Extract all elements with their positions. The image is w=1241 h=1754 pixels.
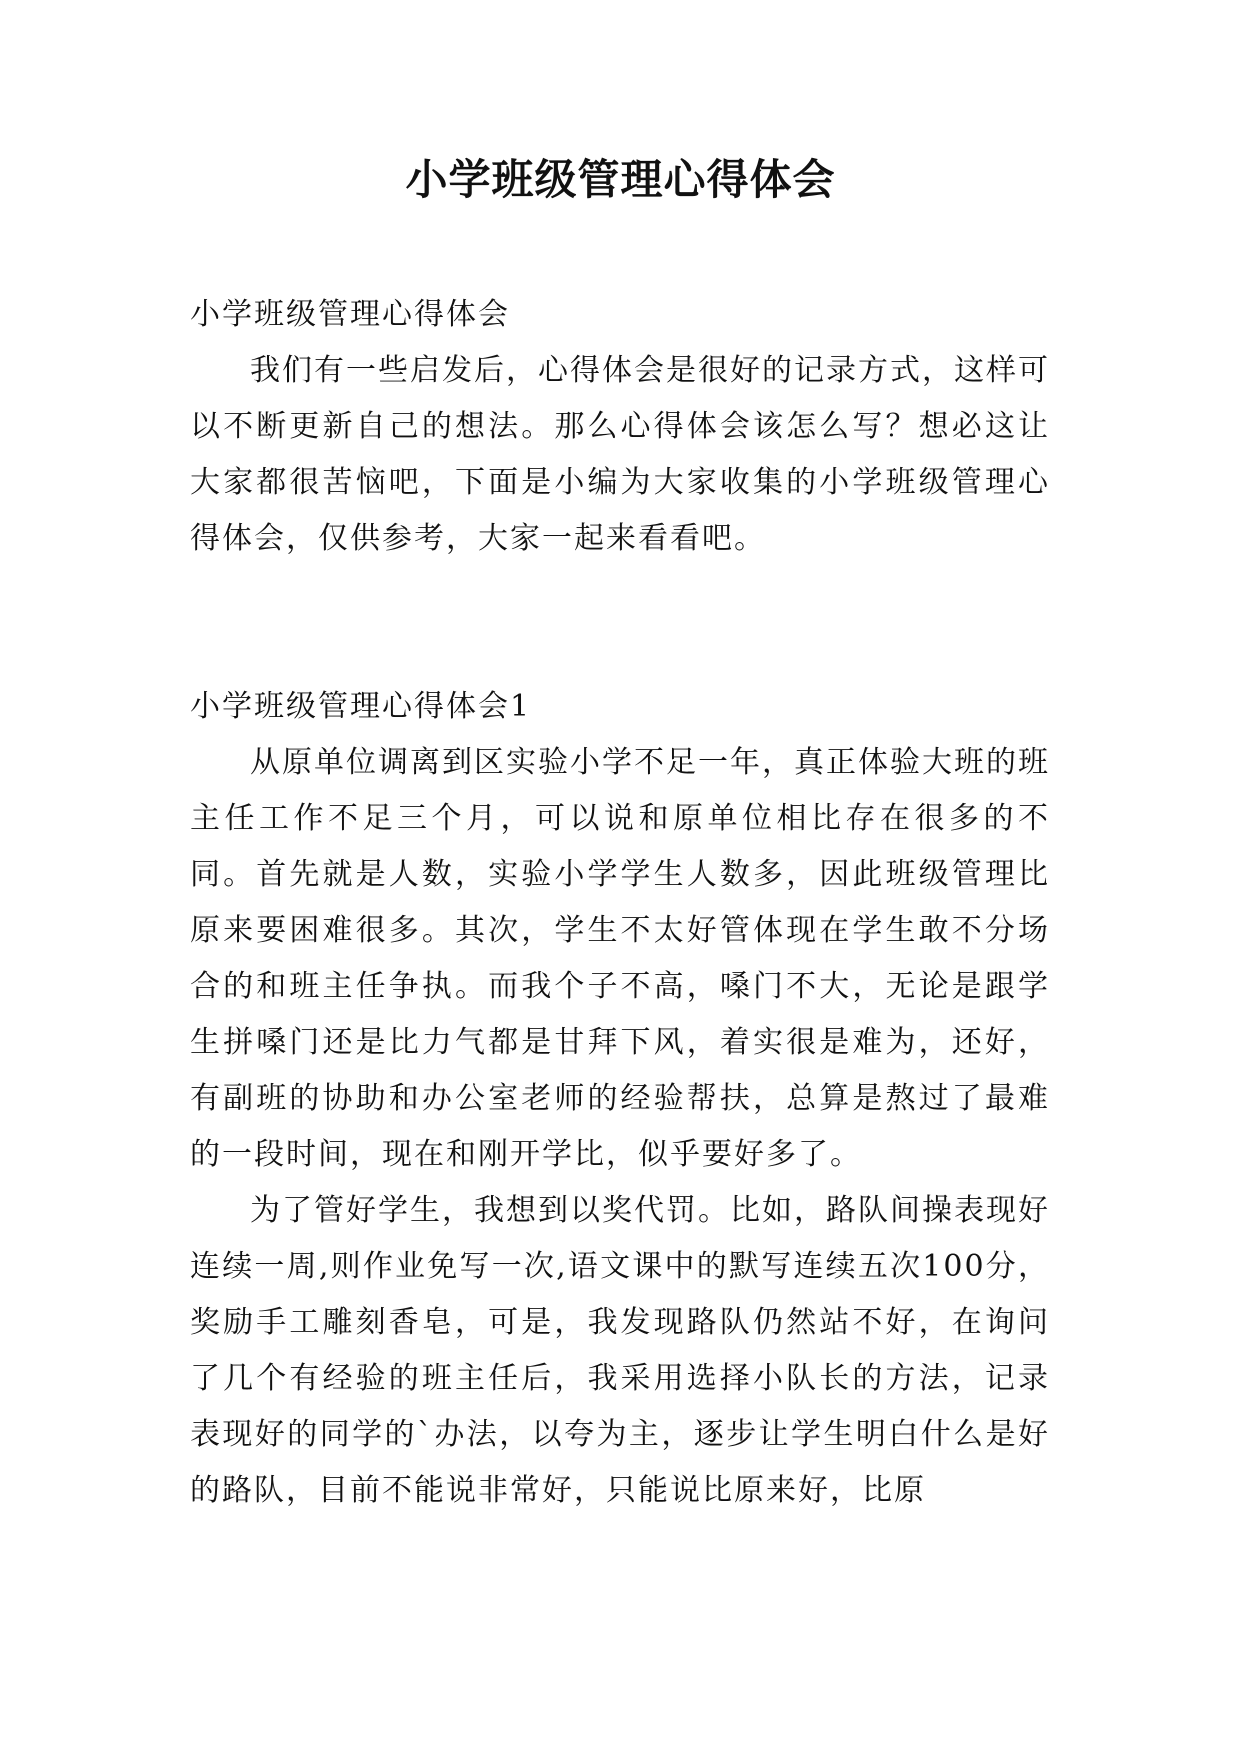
document-title: 小学班级管理心得体会: [405, 155, 836, 204]
document-body: [190, 287, 1050, 1519]
section-heading: 小学班级管理心得体会1: [190, 689, 532, 724]
intro-paragraph: 我们有一些启发后，心得体会是很好的记录方式，这样可以不断更新自己的想法。那么心得体会该怎么写？想必这让大家都很苦恼吧，下面是小编为大家收集的小学班级管理心得体会，仅供参考，大家一起来看看吧。: [190, 353, 1050, 556]
section-spacer: [190, 567, 1050, 679]
intro-heading: 小学班级管理心得体会: [190, 297, 510, 332]
body-paragraph: 从原单位调离到区实验小学不足一年，真正体验大班的班主任工作不足三个月，可以说和原单位相比存在很多的不同。首先就是人数，实验小学学生人数多，因此班级管理比原来要困难很多。其次，学生不太好管体现在学生敢不分场合的和班主任争执。而我个子不高，嗓门不大，无论是跟学生拼嗓门还是比力气都是甘拜下风，着实很是难为，还好，有副班的协助和办公室老师的经验帮扶，总算是熬过了最难的一段时间，现在和刚开学比，似乎要好多了。: [190, 745, 1050, 1172]
body-paragraph: 为了管好学生，我想到以奖代罚。比如，路队间操表现好连续一周,则作业免写一次,语文课中的默写连续五次100分，奖励手工雕刻香皂，可是，我发现路队仍然站不好，在询问了几个有经验的班主任后，我采用选择小队长的方法，记录表现好的同学的`办法，以夸为主，逐步让学生明白什么是好的路队，目前不能说非常好，只能说比原来好，比原: [190, 1193, 1050, 1508]
